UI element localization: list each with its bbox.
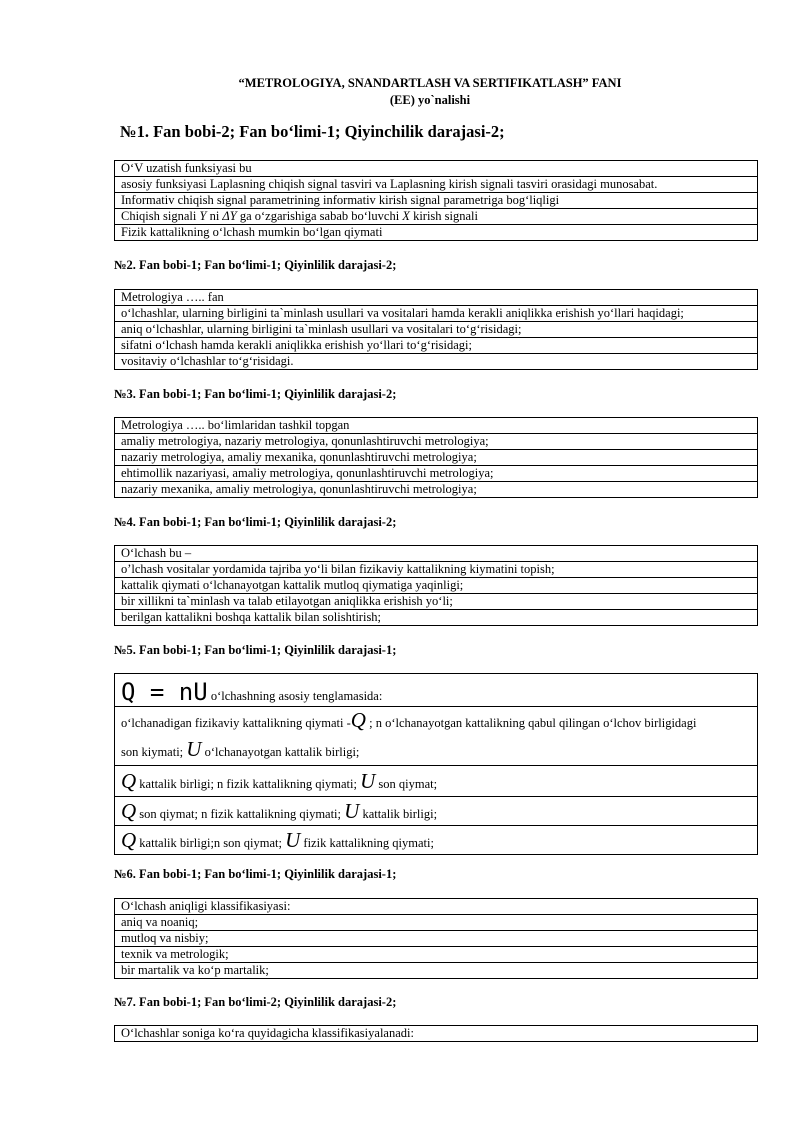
q2-option-3: sifatni o‘lchash hamda kerakli aniqlikka erishish yo‘llari to‘g‘risidagi;	[115, 338, 758, 354]
q6-question: O‘lchash aniqligi klassifikasiyasi:	[115, 899, 758, 915]
q4-option-3: bir xillikni ta`minlash va talab etilayotgan aniqlikka erishish yo‘li;	[115, 594, 758, 610]
q6-option-4: bir martalik va ko‘p martalik;	[115, 963, 758, 979]
q7-heading: №7. Fan bobi-1; Fan bo‘limi-2; Qiyinlilik darajasi-2;	[114, 995, 397, 1009]
q5-table	[114, 673, 758, 855]
q2-option-4: vositaviy o‘lchashlar to‘g‘risidagi.	[115, 354, 758, 370]
document-subtitle: (EE) yo`nalishi	[389, 93, 471, 107]
q6-option-2: mutloq va nisbiy;	[115, 931, 758, 947]
q2-heading: №2. Fan bobi-1; Fan bo‘limi-1; Qiyinlilik darajasi-2;	[114, 258, 397, 272]
q5-question: Q = nU o‘lchashning asosiy tenglamasida:	[115, 674, 758, 707]
q4-question: O‘lchash bu –	[115, 546, 758, 562]
q1-heading: №1. Fan bobi-2; Fan bo‘limi-1; Qiyinchilik darajasi-2;	[120, 122, 505, 141]
q4-option-4: berilgan kattalikni boshqa kattalik bilan solishtirish;	[115, 610, 758, 626]
q5-option-4: Q kattalik birligi;n son qiymat; U fizik kattalikning qiymati;	[115, 826, 758, 855]
q5-option-1: o‘lchanadigan fizikaviy kattalikning qiymati -Q ; n o‘lchanayotgan kattalikning qabul qilingan o‘lchov birligidagi son kiymati; U o‘lchanayotgan kattalik birligi;	[115, 707, 758, 766]
q1-table	[114, 160, 758, 241]
q4-heading: №4. Fan bobi-1; Fan bo‘limi-1; Qiyinlilik darajasi-2;	[114, 515, 397, 529]
q6-table	[114, 898, 758, 979]
q1-option-3: Chiqish signali Y ni ΔY ga o‘zgarishiga sabab bo‘luvchi X kirish signali	[115, 209, 758, 225]
q1-question: O‘V uzatish funksiyasi bu	[115, 161, 758, 177]
q3-option-1: amaliy metrologiya, nazariy metrologiya, qonunlashtiruvchi metrologiya;	[115, 434, 758, 450]
q2-question: Metrologiya ….. fan	[115, 290, 758, 306]
q2-table	[114, 289, 758, 370]
q3-option-4: nazariy mexanika, amaliy metrologiya, qonunlashtiruvchi metrologiya;	[115, 482, 758, 498]
q5-formula: Q = nU	[121, 678, 208, 706]
q6-option-3: texnik va metrologik;	[115, 947, 758, 963]
q3-option-2: nazariy metrologiya, amaliy mexanika, qonunlashtiruvchi metrologiya;	[115, 450, 758, 466]
q3-question: Metrologiya ….. bo‘limlaridan tashkil topgan	[115, 418, 758, 434]
q3-heading: №3. Fan bobi-1; Fan bo‘limi-1; Qiyinlilik darajasi-2;	[114, 387, 397, 401]
q5-heading: №5. Fan bobi-1; Fan bo‘limi-1; Qiyinlilik darajasi-1;	[114, 643, 397, 657]
q3-option-3: ehtimollik nazariyasi, amaliy metrologiya, qonunlashtiruvchi metrologiya;	[115, 466, 758, 482]
q1-option-4: Fizik kattalikning o‘lchash mumkin bo‘lgan qiymati	[115, 225, 758, 241]
q4-table	[114, 545, 758, 626]
q4-option-2: kattalik qiymati o‘lchanayotgan kattalik mutloq qiymatiga yaqinligi;	[115, 578, 758, 594]
q5-option-2: Q kattalik birligi; n fizik kattalikning qiymati; U son qiymat;	[115, 766, 758, 797]
q7-question: O‘lchashlar soniga ko‘ra quyidagicha klassifikasiyalanadi:	[115, 1026, 758, 1042]
q1-option-1: asosiy funksiyasi Laplasning chiqish signal tasviri va Laplasning kirish signali tasviri orasidagi munosabat.	[115, 177, 758, 193]
q2-option-1: o‘lchashlar, ularning birligini ta`minlash usullari va vositalari hamda kerakli aniqlikka erishish yo‘llari haqidagi;	[115, 306, 758, 322]
q6-heading: №6. Fan bobi-1; Fan bo‘limi-1; Qiyinlilik darajasi-1;	[114, 867, 397, 881]
q2-option-2: aniq o‘lchashlar, ularning birligini ta`minlash usullari va vositalari to‘g‘risidagi;	[115, 322, 758, 338]
q5-option-3: Q son qiymat; n fizik kattalikning qiymati; U kattalik birligi;	[115, 797, 758, 826]
q6-option-1: aniq va noaniq;	[115, 915, 758, 931]
q1-option-2: Informativ chiqish signal parametrining informativ kirish signal parametriga bog‘liqligi	[115, 193, 758, 209]
q3-table	[114, 417, 758, 498]
document-title: “METROLOGIYA, SNANDARTLASH VA SERTIFIKATLASH” FANI	[238, 76, 622, 90]
q4-option-1: o’lchash vositalar yordamida tajriba yo‘li bilan fizikaviy kattalikning kiymatini topish;	[115, 562, 758, 578]
q7-table	[114, 1025, 758, 1042]
